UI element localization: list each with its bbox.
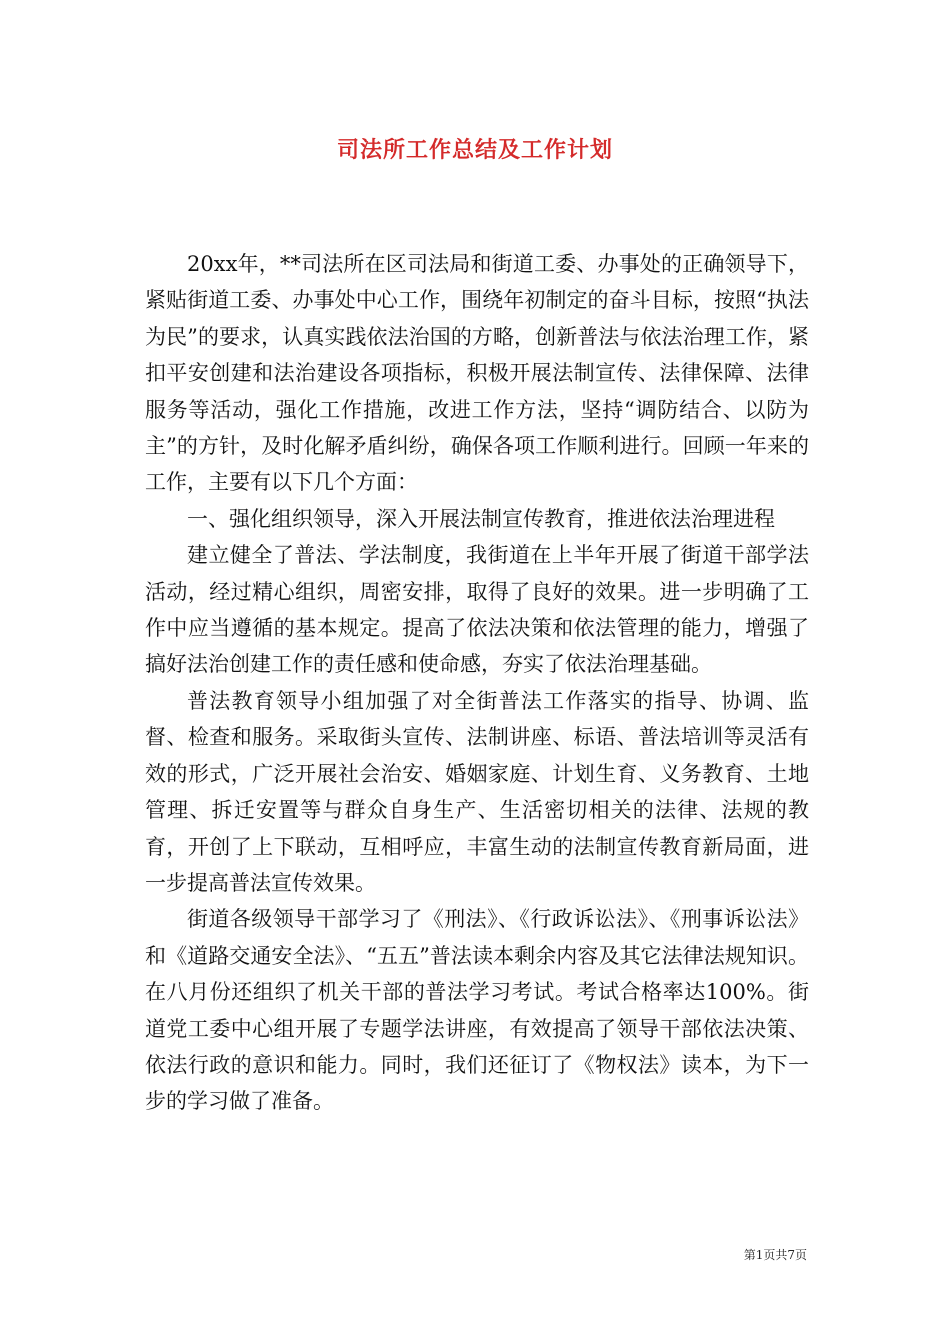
section-heading-1: 一、强化组织领导，深入开展法制宣传教育，推进依法治理进程	[187, 506, 775, 531]
paragraph-intro: 20xx年，**司法所在区司法局和街道工委、办事处的正确领导下，紧贴街道工委、办事处中心工作，围绕年初制定的奋斗目标，按照“执法为民”的要求，认真实践依法治国的方略，创新普法与依法治理工作，紧扣平安创建和法治建设各项指标，积极开展法制宣传、法律保障、法律服务等活动，强化工作措施，改进工作方法，坚持“调防结合、以防为主”的方针，及时化解矛盾纠纷，确保各项工作顺利进行。回顾一年来的工作，主要有以下几个方面：	[145, 252, 809, 495]
paragraph-study-system: 建立健全了普法、学法制度，我街道在上半年开展了街道干部学法活动，经过精心组织，周密安排，取得了良好的效果。进一步明确了工作中应当遵循的基本规定。提高了依法决策和依法管理的能力，增强了搞好法治创建工作的责任感和使命感，夯实了依法治理基础。	[145, 543, 809, 677]
paragraph-leader-study: 街道各级领导干部学习了《刑法》、《行政诉讼法》、《刑事诉讼法》和《道路交通安全法》、“五五”普法读本剩余内容及其它法律法规知识。在八月份还组织了机关干部的普法学习考试。考试合格率达100%。街道党工委中心组开展了专题学法讲座，有效提高了领导干部依法决策、依法行政的意识和能力。同时，我们还征订了《物权法》读本，为下一步的学习做了准备。	[145, 907, 809, 1114]
document-body	[145, 246, 809, 1120]
page-number: 第1页共7页	[743, 1248, 807, 1262]
paragraph-education-group: 普法教育领导小组加强了对全街普法工作落实的指导、协调、监督、检查和服务。采取街头宣传、法制讲座、标语、普法培训等灵活有效的形式，广泛开展社会治安、婚姻家庭、计划生育、义务教育、土地管理、拆迁安置等与群众自身生产、生活密切相关的法律、法规的教育，开创了上下联动，互相呼应，丰富生动的法制宣传教育新局面，进一步提高普法宣传效果。	[145, 688, 809, 895]
page-title: 司法所工作总结及工作计划	[336, 137, 613, 163]
